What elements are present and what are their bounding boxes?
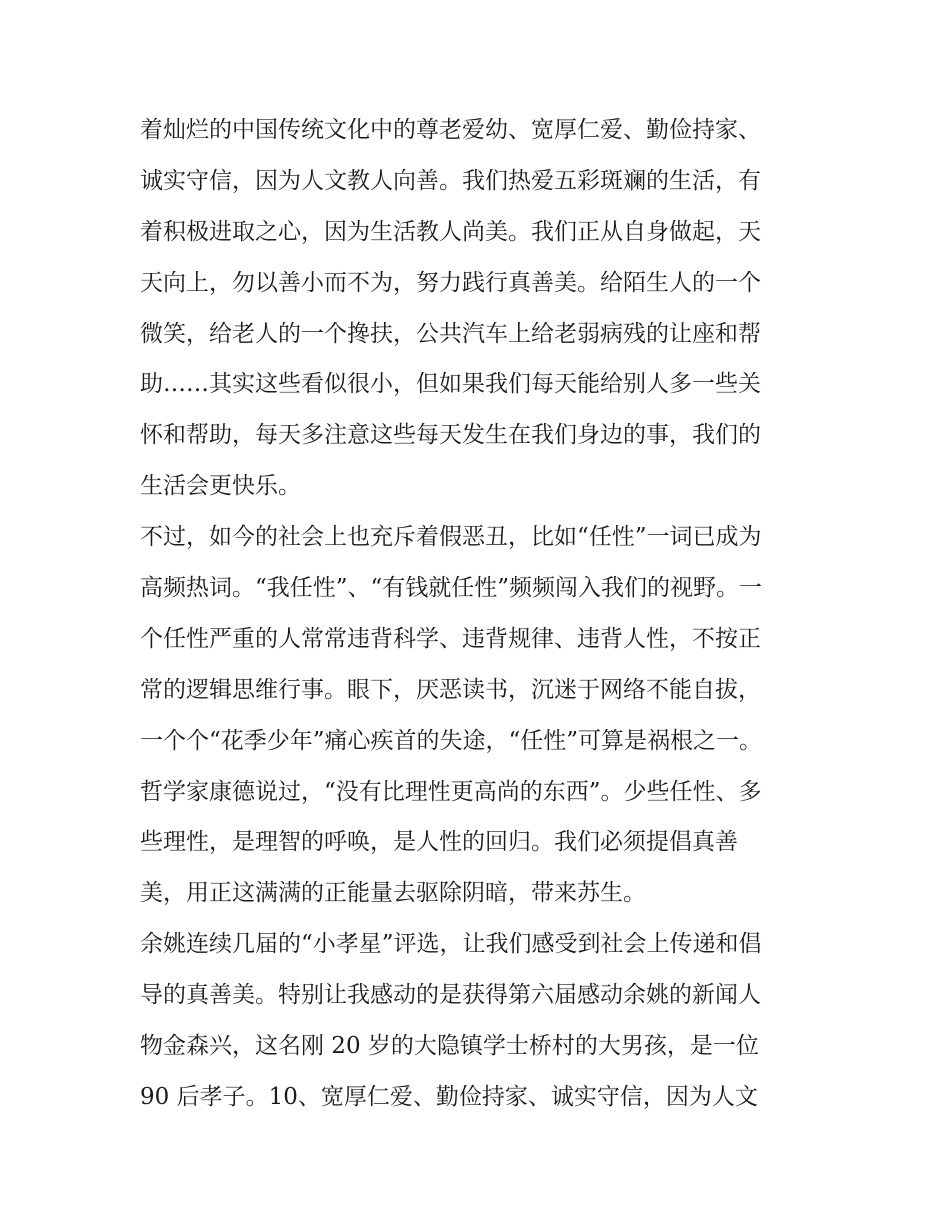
text-line-12: 常的逻辑思维行事。眼下，厌恶读书，沉迷于网络不能自拔， bbox=[140, 676, 761, 703]
text-line-15: 些理性，是理智的呼唤，是人性的回归。我们必须提倡真善 bbox=[140, 829, 738, 856]
text-line-18: 导的真善美。特别让我感动的是获得第六届感动余姚的新闻人 bbox=[140, 982, 761, 1009]
text-line-19: 物金森兴，这名刚 20 岁的大隐镇学士桥村的大男孩，是一位 bbox=[140, 1033, 759, 1060]
text-line-13: 一个个“花季少年”痛心疾首的失途，“任性”可算是祸根之一。 bbox=[140, 727, 763, 754]
text-line-4: 天向上，勿以善小而不为，努力践行真善美。给陌生人的一个 bbox=[140, 269, 761, 296]
text-line-3: 着积极进取之心，因为生活教人尚美。我们正从自身做起，天 bbox=[140, 218, 761, 245]
text-line-9: 不过，如今的社会上也充斥着假恶丑，比如“任性”一词已成为 bbox=[140, 524, 762, 551]
text-line-2: 诚实守信，因为人文教人向善。我们热爱五彩斑斓的生活，有 bbox=[140, 167, 761, 194]
document-body bbox=[140, 105, 820, 1123]
text-line-6: 助……其实这些看似很小，但如果我们每天能给别人多一些关 bbox=[140, 371, 761, 398]
text-line-17: 余姚连续几届的“小孝星”评选，让我们感受到社会上传递和倡 bbox=[140, 931, 762, 958]
text-line-5: 微笑，给老人的一个搀扶，公共汽车上给老弱病残的让座和帮 bbox=[140, 320, 761, 347]
text-line-20: 90 后孝子。10、宽厚仁爱、勤俭持家、诚实守信，因为人文 bbox=[140, 1083, 758, 1110]
text-line-16: 美，用正这满满的正能量去驱除阴暗，带来苏生。 bbox=[140, 880, 646, 907]
text-line-7: 怀和帮助，每天多注意这些每天发生在我们身边的事，我们的 bbox=[140, 422, 761, 449]
text-line-11: 个任性严重的人常常违背科学、违背规律、违背人性，不按正 bbox=[140, 625, 761, 652]
text-line-14: 哲学家康德说过，“没有比理性更高尚的东西”。少些任性、多 bbox=[140, 778, 762, 805]
text-line-1: 着灿烂的中国传统文化中的尊老爱幼、宽厚仁爱、勤俭持家、 bbox=[140, 117, 761, 143]
text-line-10: 高频热词。“我任性”、“有钱就任性”频频闯入我们的视野。一 bbox=[140, 575, 763, 602]
text-line-8: 生活会更快乐。 bbox=[140, 473, 301, 500]
